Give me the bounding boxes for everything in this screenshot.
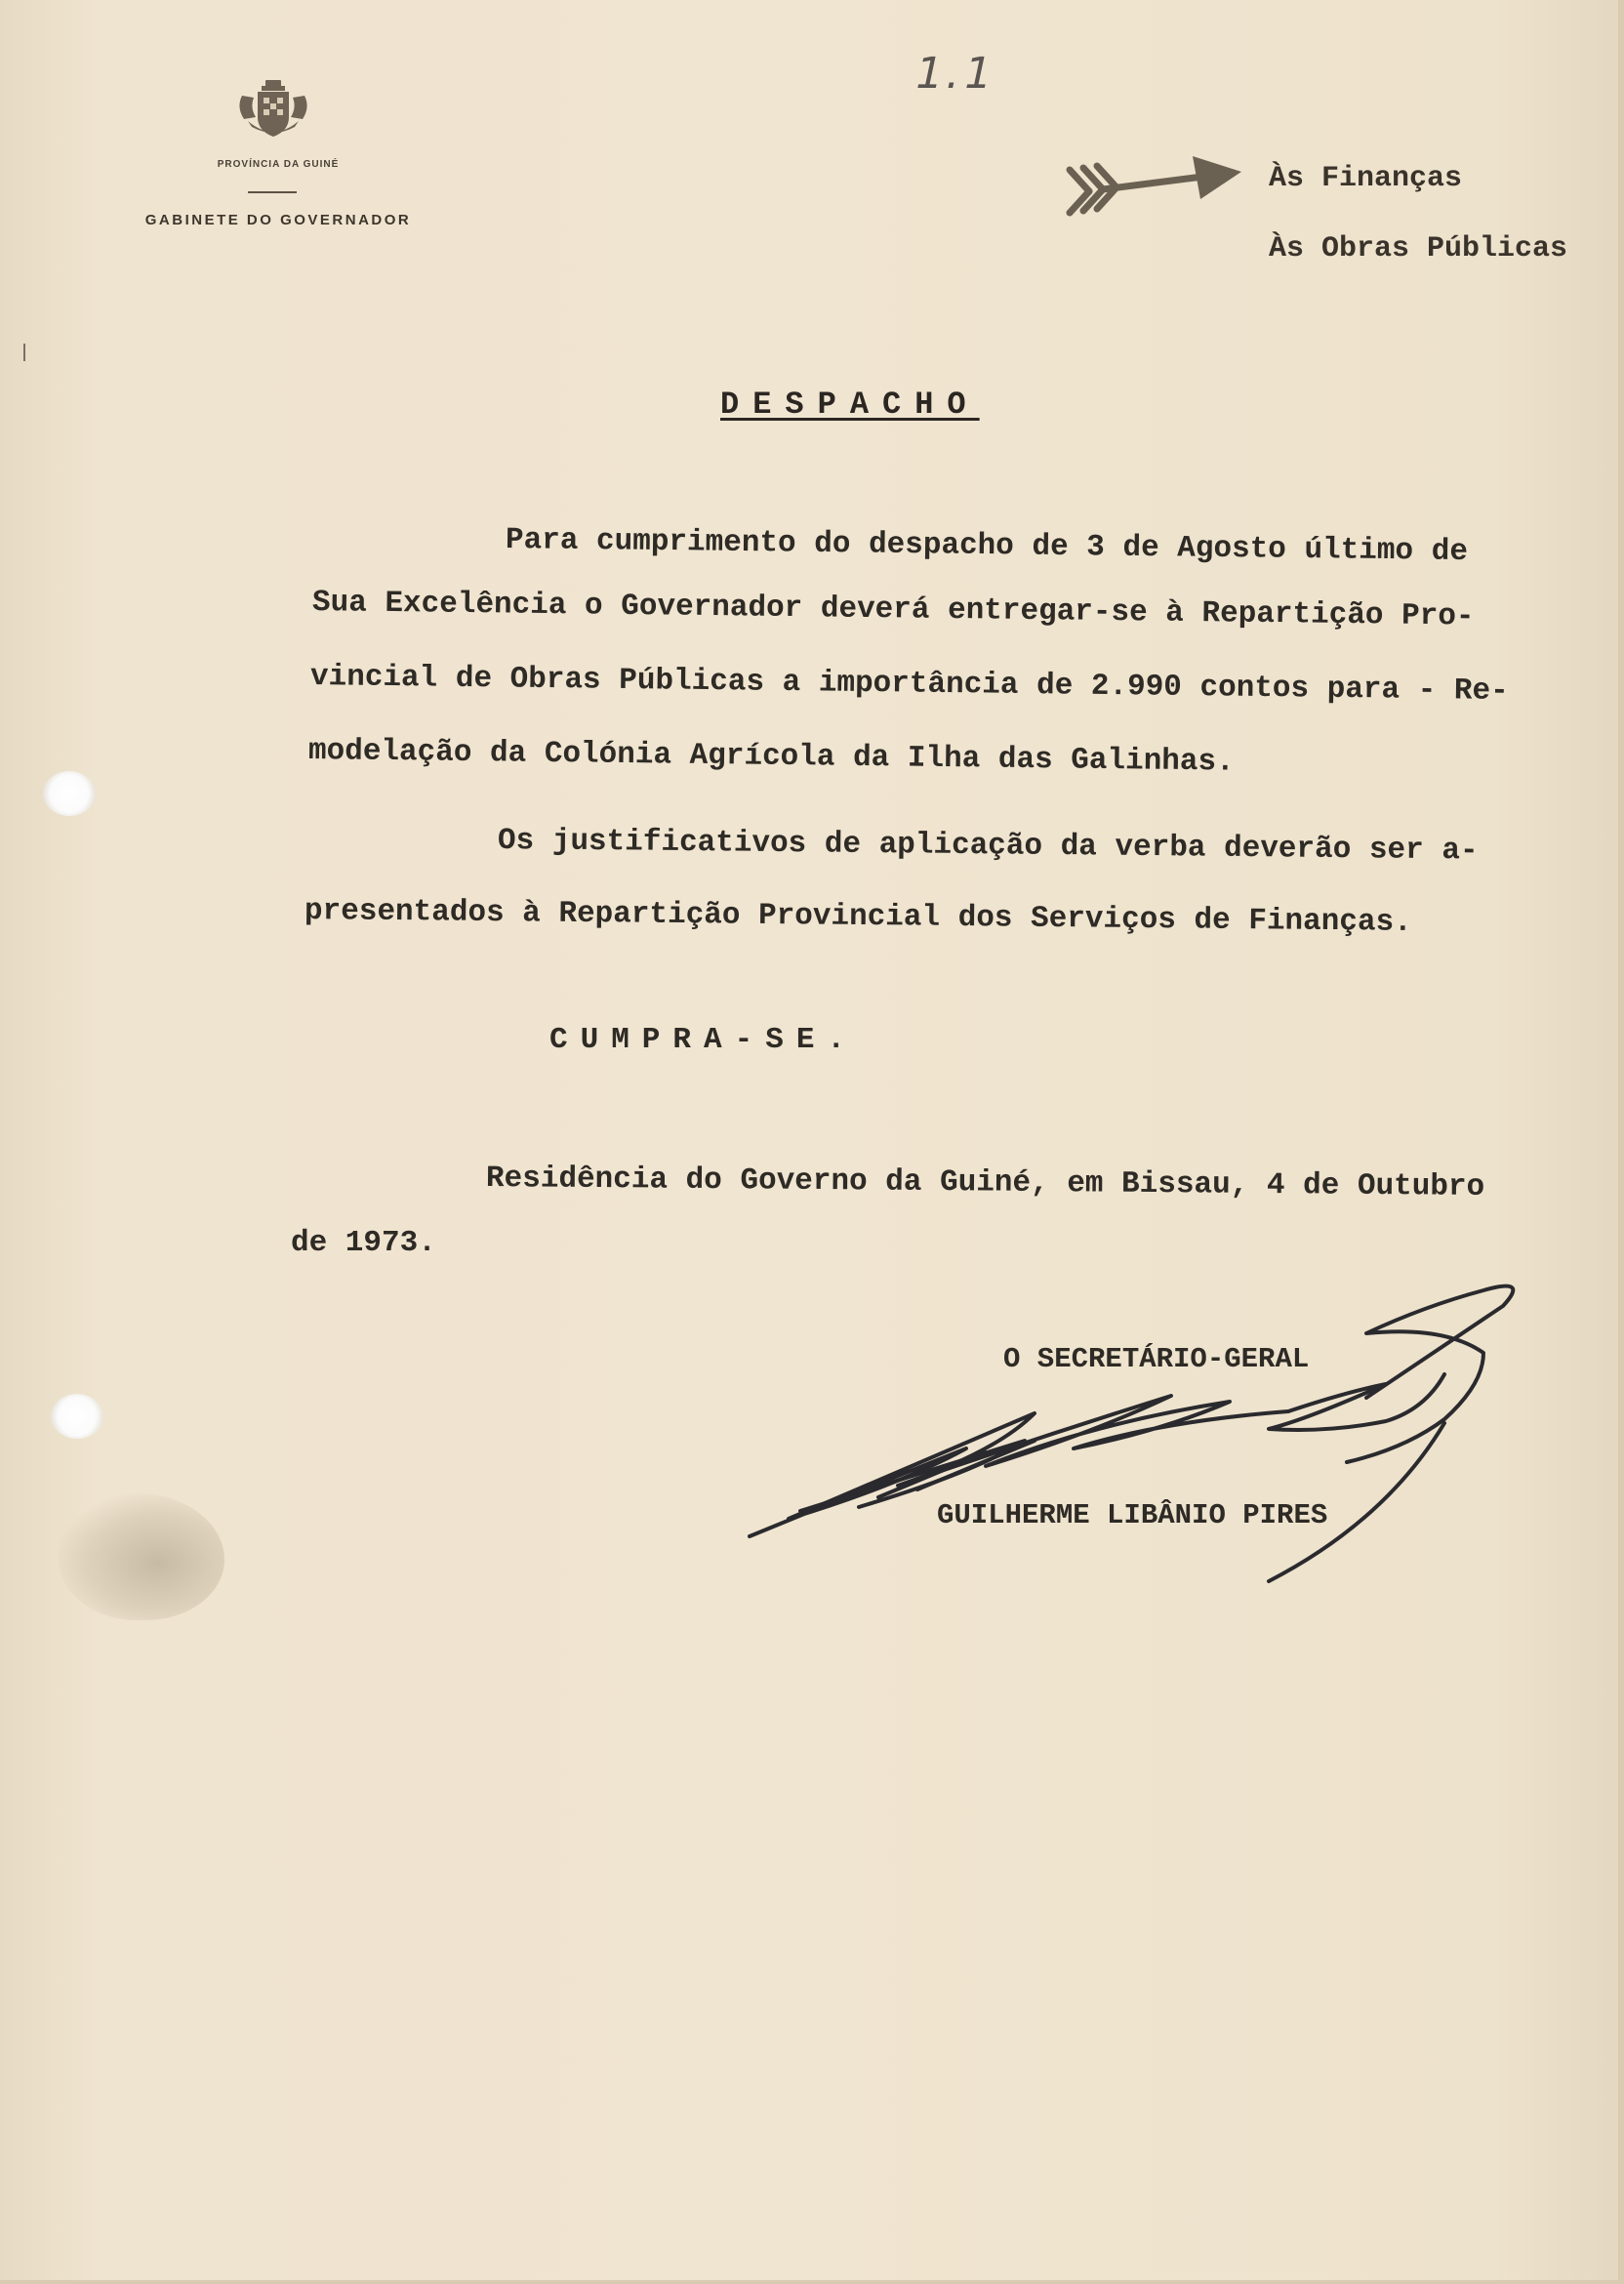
header-divider (248, 191, 297, 193)
paragraph-1-line-3: vincial de Obras Públicas a importância de 2.990 contos para - Re- (309, 660, 1509, 709)
paragraph-2-line-2: presentados à Repartição Provincial dos Serviços de Finanças. (304, 894, 1412, 940)
province-name: PROVÍNCIA DA GUINÉ (217, 159, 340, 170)
arrow-right-icon (1064, 148, 1244, 226)
signatory-role: O SECRETÁRIO-GERAL (1003, 1343, 1310, 1375)
order-text: CUMPRA-SE. (549, 1023, 859, 1057)
paper-stain (59, 1493, 224, 1620)
routing-public-works: Às Obras Públicas (1269, 232, 1568, 265)
folio-mark: 1.1 (910, 49, 1001, 99)
handwritten-signature (742, 1277, 1522, 1589)
punch-hole-lower (51, 1394, 103, 1439)
coat-of-arms-icon (232, 78, 314, 143)
document-title: DESPACHO (720, 387, 980, 423)
place-date-line-2: de 1973. (291, 1226, 436, 1260)
page-edge-bottom (0, 2280, 1624, 2284)
margin-mark (23, 344, 25, 361)
cabinet-name: GABINETE DO GOVERNADOR (144, 212, 412, 228)
routing-finance: Às Finanças (1269, 162, 1463, 195)
paragraph-1-line-4: modelação da Colónia Agrícola da Ilha das Galinhas. (307, 734, 1235, 780)
signatory-name: GUILHERME LIBÂNIO PIRES (937, 1499, 1328, 1531)
paragraph-2-line-1: Os justificativos de aplicação da verba deverão ser a- (497, 824, 1479, 869)
paragraph-1-line-1: Para cumprimento do despacho de 3 de Agosto último de (505, 523, 1469, 570)
paragraph-1-line-2: Sua Excelência o Governador deverá entregar-se à Repartição Pro- (311, 586, 1475, 634)
place-date-line-1: Residência do Governo da Guiné, em Bissau, 4 de Outubro (485, 1162, 1485, 1204)
punch-hole-upper (43, 771, 96, 816)
page-edge-right (1618, 0, 1624, 2284)
